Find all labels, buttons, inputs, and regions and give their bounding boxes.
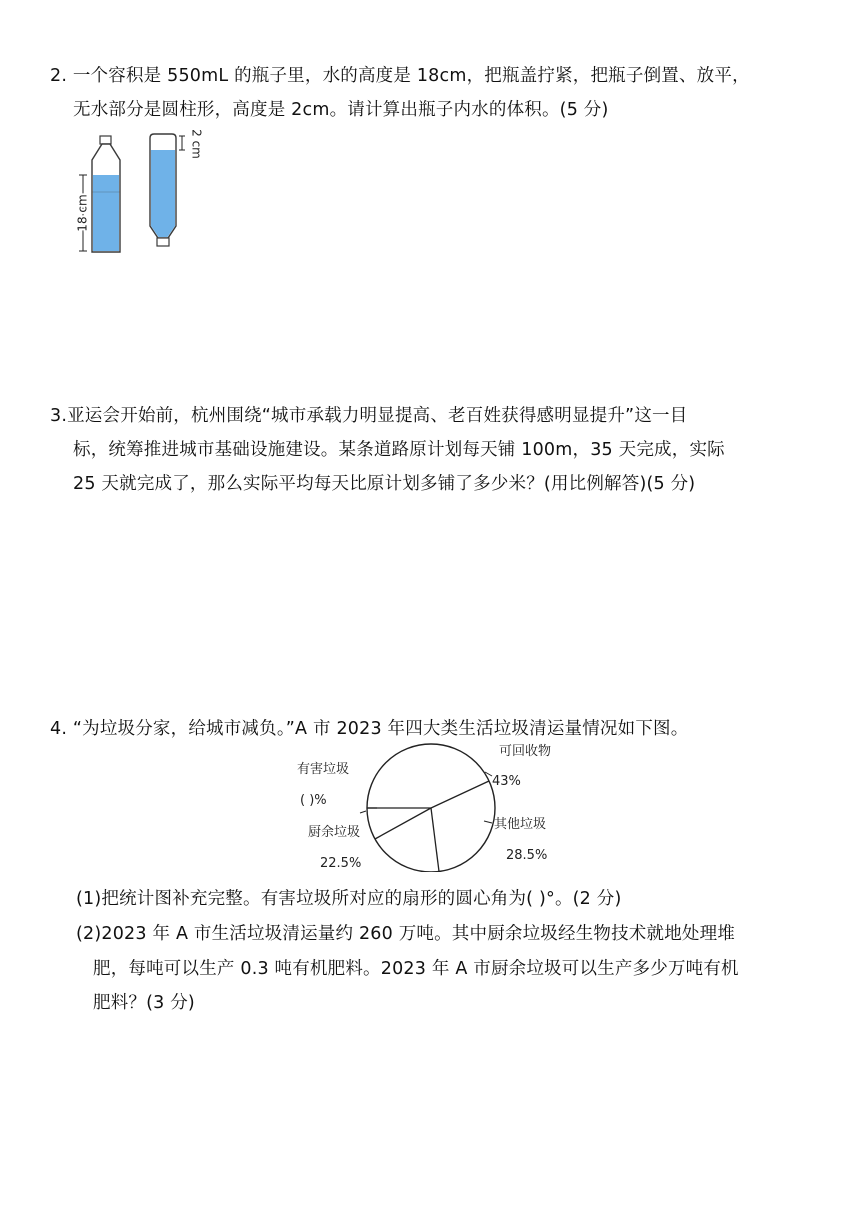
pie-divider-3 [375, 808, 431, 839]
pie-label-kitchen: 厨余垃圾 [308, 825, 361, 840]
pie-value-kitchen: 22.5% [320, 856, 362, 871]
q4-sub2-line-3: 肥料？(3 分) [93, 993, 195, 1013]
q4-intro: 4. “为垃圾分家，给城市减负。”A 市 2023 年四大类生活垃圾清运量情况如下图。 [50, 719, 689, 739]
pie-label-recyclable: 可回收物 [499, 744, 552, 759]
q2-line-2: 无水部分是圆柱形，高度是 2cm。请计算出瓶子内水的体积。(5 分) [73, 100, 609, 120]
pie-value-recyclable: 43% [492, 774, 521, 789]
q4-sub2-line-1: (2)2023 年 A 市生活垃圾清运量约 260 万吨。其中厨余垃圾经生物技术就地处理堆 [76, 924, 736, 944]
q3-line-2: 标，统筹推进城市基础设施建设。某条道路原计划每天铺 100m，35 天完成，实际 [73, 440, 725, 460]
q4-sub2-line-2: 肥，每吨可以生产 0.3 吨有机肥料。2023 年 A 市厨余垃圾可以生产多少万吨有机 [93, 959, 739, 979]
upright-bottle [92, 136, 120, 252]
q3-line-3: 25 天就完成了，那么实际平均每天比原计划多铺了多少米？(用比例解答)(5 分) [73, 474, 696, 494]
pie-divider-2 [431, 808, 439, 872]
pie-label-hazardous: 有害垃圾 [297, 762, 350, 777]
q4-sub1: (1)把统计图补充完整。有害垃圾所对应的扇形的圆心角为( )°。(2 分) [76, 889, 622, 909]
q2-line-1: 2. 一个容积是 550mL 的瓶子里，水的高度是 18cm，把瓶盖拧紧，把瓶子倒置、放平， [50, 66, 750, 86]
label-2cm: 2 cm [189, 129, 204, 159]
pie-label-other: 其他垃圾 [494, 817, 547, 832]
inverted-bottle-water [151, 150, 175, 237]
label-18cm: 18 cm [75, 194, 90, 232]
pie-value-hazardous: ( )% [300, 793, 327, 808]
pie-divider-1 [431, 781, 489, 808]
bottle-figure [74, 124, 214, 256]
pie-chart [280, 742, 580, 872]
inverted-bottle [150, 134, 176, 246]
upright-bottle-water [93, 175, 119, 251]
q3-line-1: 3.亚运会开始前，杭州围绕“城市承载力明显提高、老百姓获得感明显提升”这一目 [50, 406, 688, 426]
pie-value-other: 28.5% [506, 848, 548, 863]
